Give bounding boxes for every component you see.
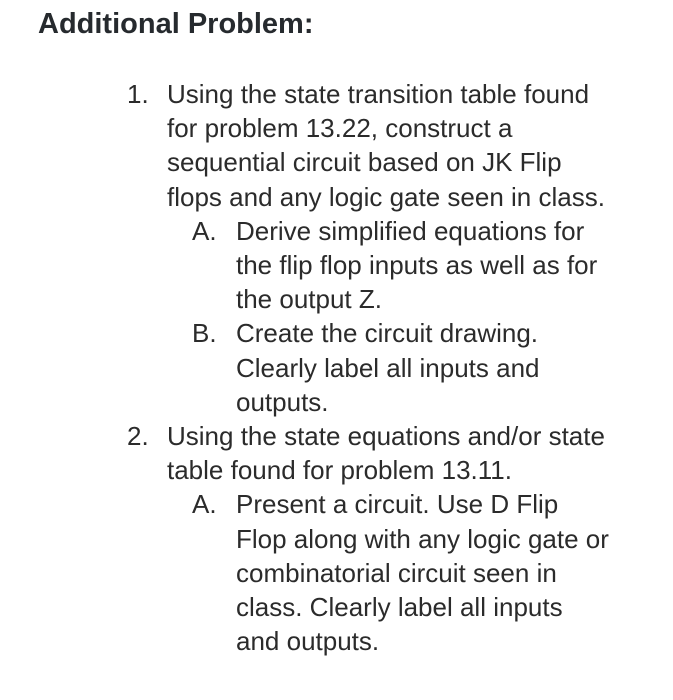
page-title: Additional Problem: — [38, 8, 314, 40]
problem-number: 2. — [127, 421, 149, 452]
subpart-letter: A. — [192, 489, 217, 520]
subpart-letter: B. — [192, 318, 217, 349]
subpart-text: Derive simplified equations for the flip flop inputs as well as for the output Z. — [236, 215, 598, 315]
subpart-text: Create the circuit drawing. Clearly label all inputs and outputs. — [236, 318, 540, 417]
problem-item-2 — [0, 419, 673, 658]
subpart-item-1b — [0, 316, 673, 419]
problem-list — [0, 77, 673, 658]
subpart-item-2a — [0, 487, 673, 658]
problem-text: Using the state transition table found for problem 13.22, construct a sequential circuit based on JK Flip flops and any logic gate seen in class. — [167, 79, 605, 212]
problem-number: 1. — [127, 79, 149, 109]
problem-item-1 — [0, 77, 673, 419]
subpart-item-1a — [0, 214, 673, 317]
subpart-letter: A. — [192, 215, 217, 246]
problem-text: Using the state equations and/or state table found for problem 13.11. — [167, 421, 605, 486]
subpart-text: Present a circuit. Use D Flip Flop along with any logic gate or combinatorial circuit seen in class. Clearly label all inputs and outputs. — [236, 489, 609, 657]
